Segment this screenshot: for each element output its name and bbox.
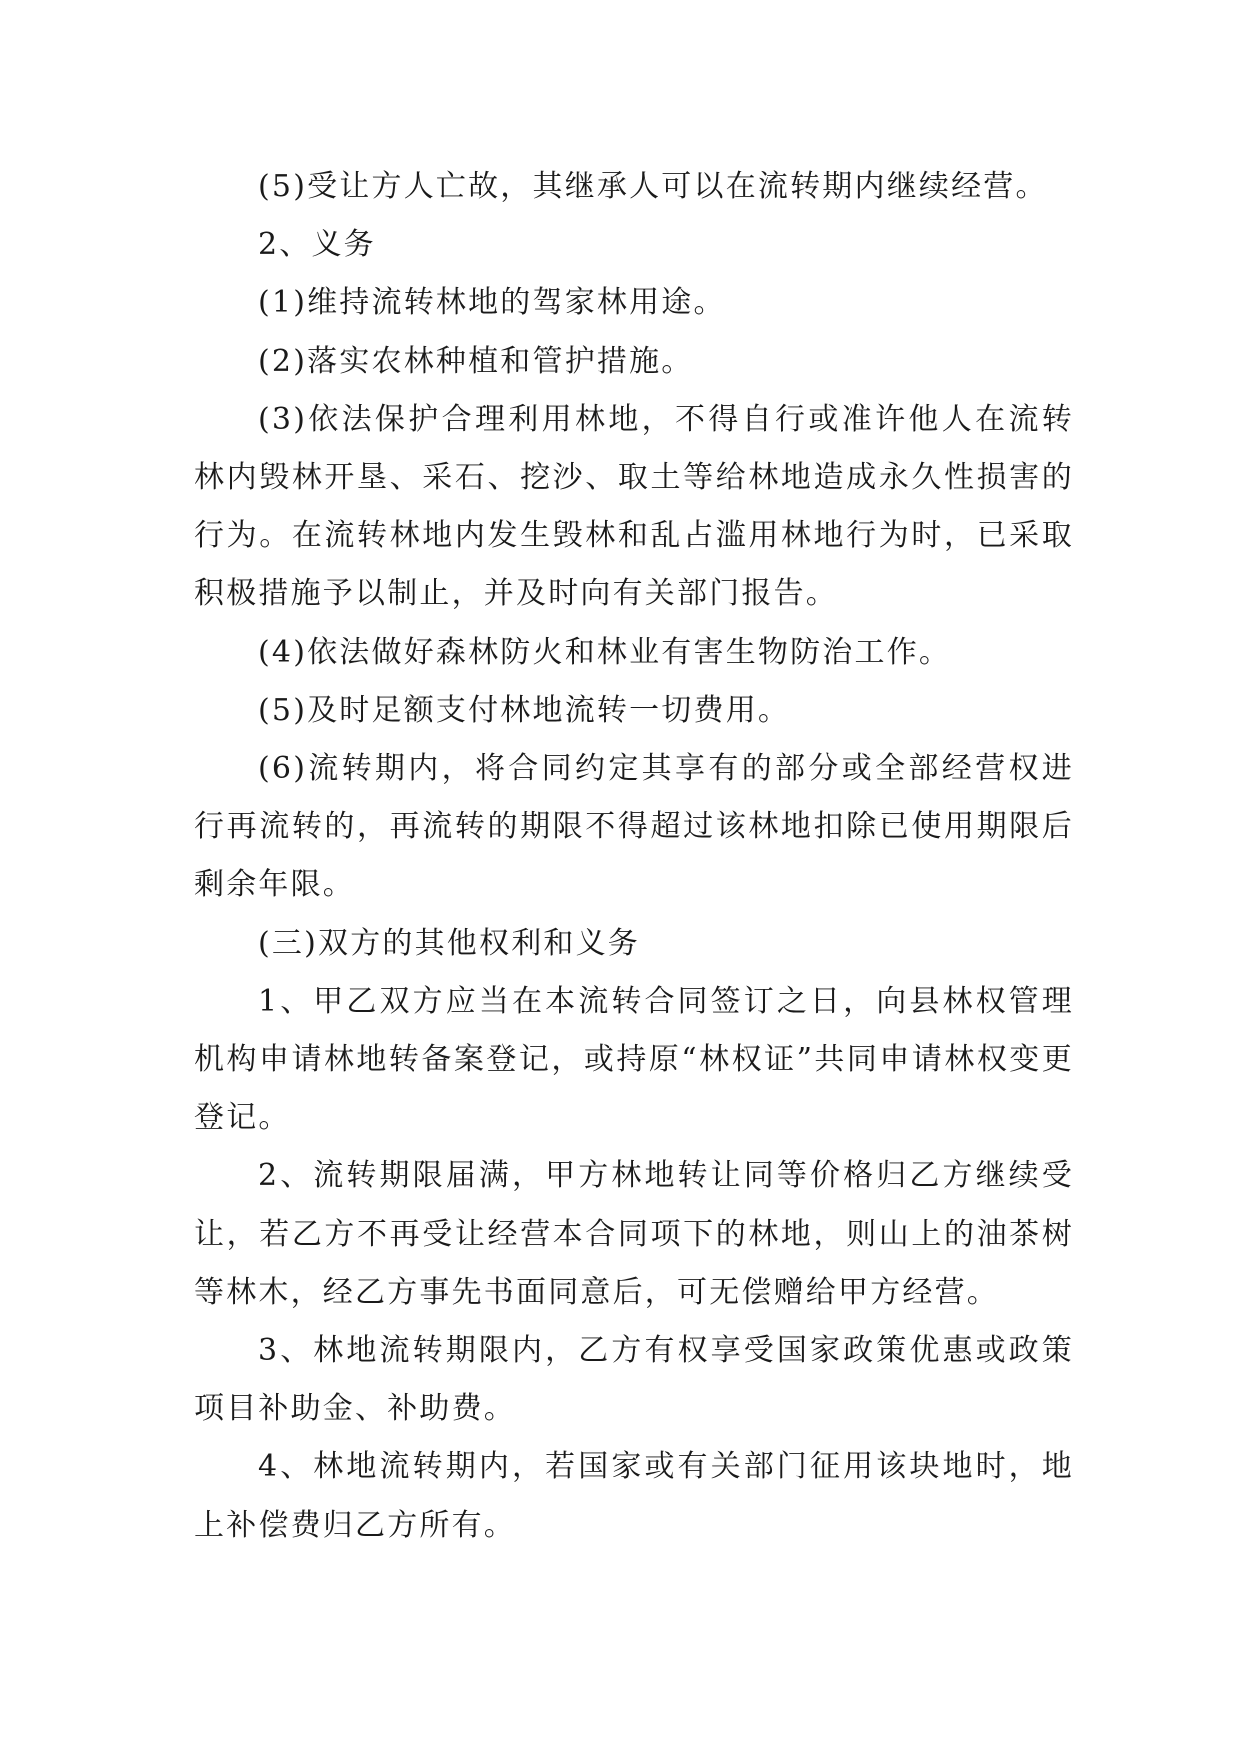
paragraph-registration: 1、甲乙双方应当在本流转合同签订之日，向县林权管理机构申请林地转备案登记，或持原“林权证”共同申请林权变更登记。 (194, 983, 1074, 1136)
paragraph-re-transfer: (6)流转期内，将合同约定其享有的部分或全部经营权进行再流转的，再流转的期限不得超过该林地扣除已使用期限后剩余年限。 (194, 751, 1074, 903)
paragraph-heir-continues: (5)受让方人亡故，其继承人可以在流转期内继续经营。 (258, 169, 1048, 204)
paragraph-fire-prevention: (4)依法做好森林防火和林业有害生物防治工作。 (258, 634, 952, 670)
document-body (194, 158, 1074, 1555)
paragraph-planting-measures: (2)落实农林种植和管护措施。 (258, 343, 694, 379)
paragraph-compensation: 4、林地流转期内，若国家或有关部门征用该块地时，地上补偿费归乙方所有。 (194, 1449, 1074, 1543)
paragraph-other-rights-heading: (三)双方的其他权利和义务 (258, 925, 641, 961)
paragraph-term-expiry: 2、流转期限届满，甲方林地转让同等价格归乙方继续受让，若乙方不再受让经营本合同项下的林地，则山上的油茶树等林木，经乙方事先书面同意后，可无偿赠给甲方经营。 (194, 1158, 1074, 1310)
paragraph-obligations-heading: 2、义务 (258, 227, 376, 263)
paragraph-protect-forest-land: (3)依法保护合理利用林地，不得自行或准许他人在流转林内毁林开垦、采石、挖沙、取土等给林地造成永久性损害的行为。在流转林地内发生毁林和乱占滥用林地行为时，已采取积极措施予以制止，并及时向有关部门报告。 (194, 401, 1074, 612)
paragraph-maintain-use: (1)维持流转林地的驾家林用途。 (258, 285, 726, 321)
paragraph-policy-benefits: 3、林地流转期限内，乙方有权享受国家政策优惠或政策项目补助金、补助费。 (194, 1333, 1074, 1427)
paragraph-pay-fees: (5)及时足额支付林地流转一切费用。 (258, 692, 791, 728)
